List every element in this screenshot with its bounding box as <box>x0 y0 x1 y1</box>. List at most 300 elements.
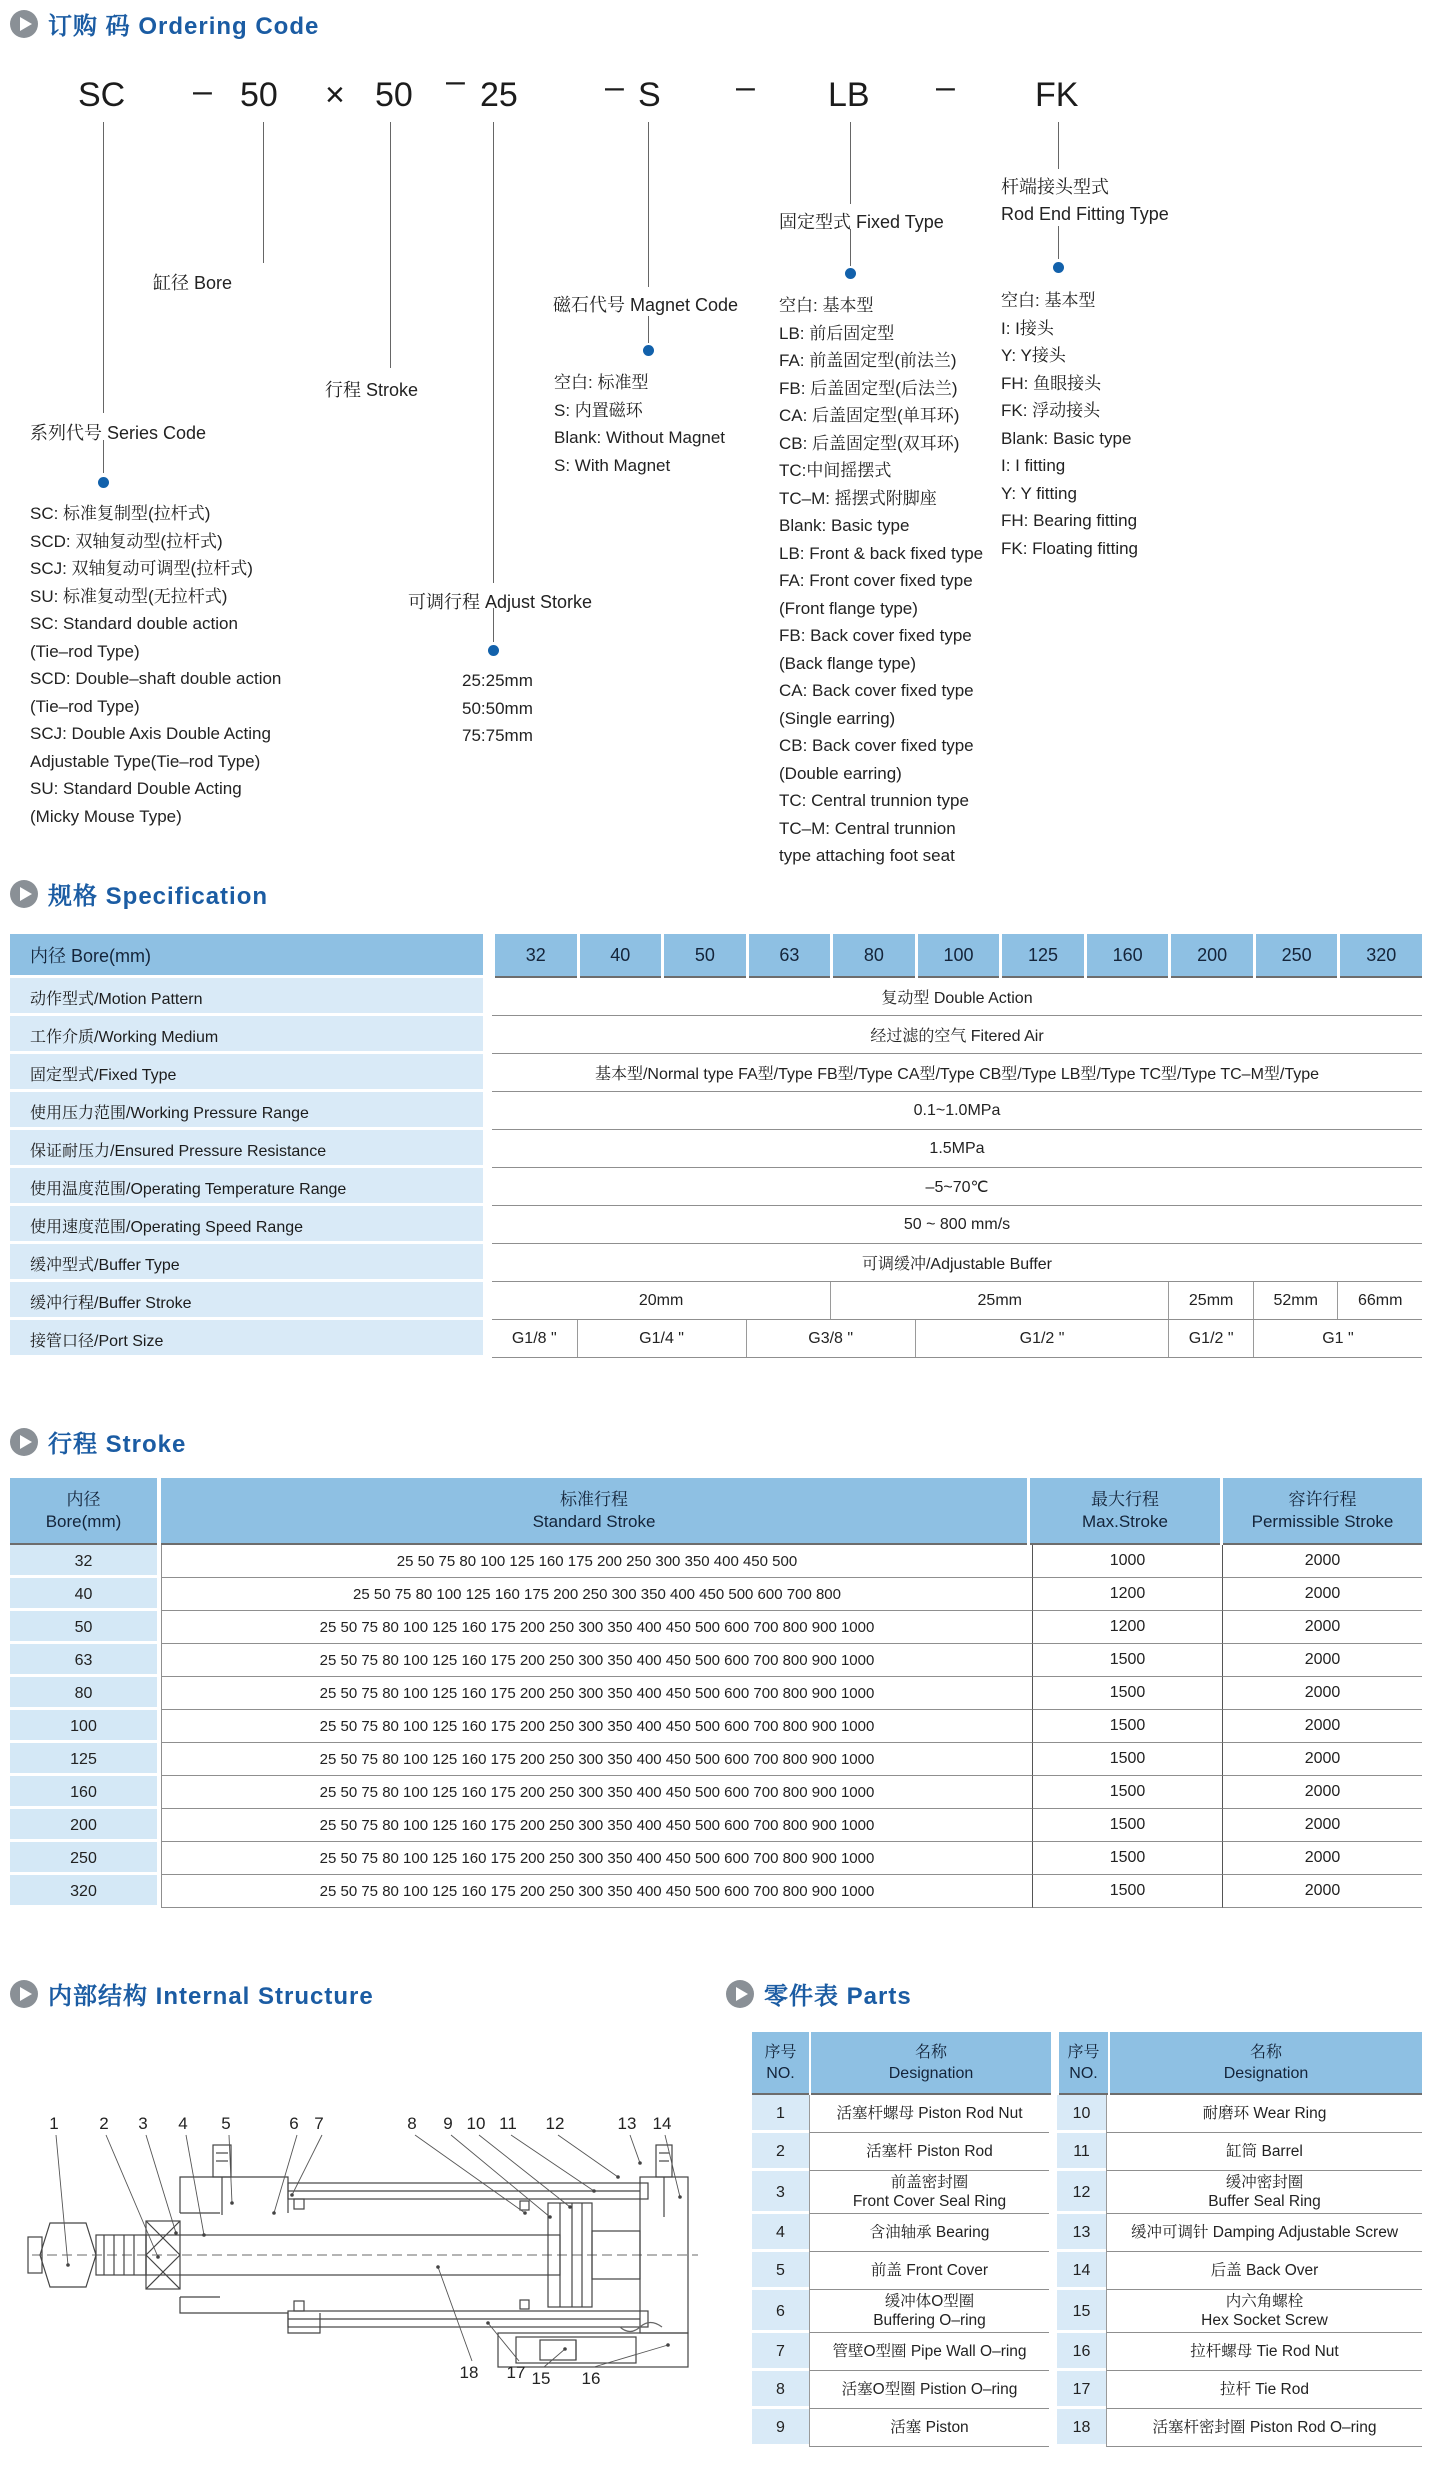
parts-row <box>752 2133 1422 2171</box>
buffer-cell: 20mm <box>638 1291 684 1309</box>
dot-rod-end <box>1053 262 1064 273</box>
section-play-icon <box>726 1980 754 2008</box>
column-gutter <box>483 1282 492 1320</box>
permissible-stroke-cell: 2000 <box>1223 1842 1422 1875</box>
stroke-rows <box>10 1545 1422 1908</box>
rod-end-item: FK: 浮动接头 <box>1001 401 1101 420</box>
standard-stroke-cell: 25 50 75 80 100 125 160 175 200 250 300 350 400 450 500 600 700 800 900 1000 <box>161 1644 1033 1677</box>
adjust-stroke-list <box>462 667 533 750</box>
spec-row-label: 使用温度范围/Operating Temperature Range <box>10 1168 483 1206</box>
header-zh: 标准行程 <box>560 1489 628 1509</box>
bore-value-cell: 80 <box>833 934 915 978</box>
spec-row-label: 使用速度范围/Operating Speed Range <box>10 1206 483 1244</box>
spec-row-label: 动作型式/Motion Pattern <box>10 978 483 1016</box>
designation-line1: 耐磨环 Wear Ring <box>1202 2105 1327 2122</box>
column-gutter <box>1049 2290 1057 2333</box>
header-zh: 名称 <box>1249 2043 1282 2061</box>
stroke-header-row <box>10 1478 1422 1545</box>
spec-row-value: 0.1~1.0MPa <box>492 1092 1422 1130</box>
port-size-row <box>10 1320 1422 1358</box>
fixed-item: LB: Front & back fixed type <box>779 543 984 563</box>
part-no-cell: 6 <box>752 2290 809 2333</box>
spec-row-value: 可调缓冲/Adjustable Buffer <box>492 1244 1422 1282</box>
part-designation-cell <box>1106 2171 1422 2214</box>
bore-value-cell: 100 <box>918 934 1000 978</box>
permissible-stroke-cell: 2000 <box>1223 1809 1422 1842</box>
parts-row <box>752 2252 1422 2290</box>
column-gutter <box>1049 2133 1057 2171</box>
part-designation-cell <box>1106 2133 1422 2171</box>
max-stroke-cell: 1500 <box>1033 1644 1223 1677</box>
stroke-bore-cell: 32 <box>10 1545 157 1578</box>
permissible-stroke-cell: 2000 <box>1223 1677 1422 1710</box>
stroke-table <box>10 1478 1422 1908</box>
buffer-cell: 25mm <box>1168 1282 1253 1319</box>
fixed-item: Blank: Basic type <box>779 516 910 535</box>
column-gutter <box>483 1092 492 1130</box>
part-designation-cell <box>1106 2252 1422 2290</box>
rod-end-label-zh: 杆端接头型式 <box>1001 177 1109 197</box>
permissible-stroke-cell: 2000 <box>1223 1776 1422 1809</box>
parts-row <box>752 2371 1422 2409</box>
stroke-bore-cell: 50 <box>10 1611 157 1644</box>
adjust-item: 75:75mm <box>462 726 533 745</box>
part-no-cell: 14 <box>1057 2252 1106 2290</box>
part-no-cell: 16 <box>1057 2333 1106 2371</box>
section-title-text: 内部结构 Internal Structure <box>48 1983 374 2010</box>
spec-row <box>10 1130 1422 1168</box>
stroke-row <box>10 1644 1422 1677</box>
part-designation-cell <box>809 2409 1049 2447</box>
column-gutter <box>1049 2252 1057 2290</box>
max-stroke-cell: 1500 <box>1033 1842 1223 1875</box>
leader-rod-end-2 <box>1058 226 1059 259</box>
designation-line2: Buffering O–ring <box>873 2312 986 2329</box>
callout-5: 5 <box>221 2114 231 2133</box>
column-gutter <box>483 1016 492 1054</box>
part-no-cell: 2 <box>752 2133 809 2171</box>
stroke-header-permissible <box>1223 1478 1422 1545</box>
header-zh: 容许行程 <box>1288 1489 1357 1509</box>
series-item: SC: 标准复制型(拉杆式) <box>30 504 211 523</box>
designation-line1: 活塞杆密封圈 Piston Rod O–ring <box>1152 2419 1377 2436</box>
callout-9: 9 <box>443 2114 453 2133</box>
series-item: SU: Standard Double Acting <box>30 779 242 798</box>
header-en: Standard Stroke <box>532 1511 656 1531</box>
max-stroke-cell: 1500 <box>1033 1875 1223 1908</box>
part-no-cell: 10 <box>1057 2095 1106 2133</box>
stroke-row <box>10 1842 1422 1875</box>
parts-header-designation <box>1110 2032 1422 2095</box>
spec-row-label: 保证耐压力/Ensured Pressure Resistance <box>10 1130 483 1168</box>
designation-line1: 缸筒 Barrel <box>1226 2143 1303 2160</box>
column-gutter <box>1049 2095 1057 2133</box>
spec-bore-values <box>492 934 1422 978</box>
buffer-cell: 66mm <box>1337 1282 1422 1319</box>
max-stroke-cell: 1200 <box>1033 1611 1223 1644</box>
section-play-icon <box>10 1428 38 1456</box>
leader-rod-end <box>1058 122 1059 169</box>
spec-row-label: 缓冲型式/Buffer Type <box>10 1244 483 1282</box>
spec-row-label: 接管口径/Port Size <box>10 1320 483 1358</box>
series-code-label: 系列代号 Series Code <box>30 423 207 443</box>
parts-row <box>752 2333 1422 2371</box>
code-rod-end: FK <box>1035 76 1079 114</box>
column-gutter <box>1049 2409 1057 2447</box>
designation-line1: 活塞杆螺母 Piston Rod Nut <box>836 2105 1023 2122</box>
port-cell: G1/2 " <box>915 1320 1169 1357</box>
max-stroke-cell: 1500 <box>1033 1776 1223 1809</box>
header-zh: 序号 <box>764 2043 797 2061</box>
permissible-stroke-cell: 2000 <box>1223 1710 1422 1743</box>
part-designation-cell <box>1106 2333 1422 2371</box>
stroke-row <box>10 1677 1422 1710</box>
part-no-cell: 15 <box>1057 2290 1106 2333</box>
column-gutter <box>483 934 492 978</box>
part-no-cell: 9 <box>752 2409 809 2447</box>
stroke-header-max <box>1030 1478 1220 1545</box>
bore-value-cell: 250 <box>1256 934 1338 978</box>
bore-value-cell: 63 <box>749 934 831 978</box>
standard-stroke-cell: 25 50 75 80 100 125 160 175 200 250 300 350 400 450 500 600 700 800 900 1000 <box>161 1611 1033 1644</box>
callout-11: 11 <box>499 2114 517 2133</box>
standard-stroke-cell: 25 50 75 80 100 125 160 175 200 250 300 350 400 450 500 <box>161 1545 1033 1578</box>
stroke-bore-cell: 63 <box>10 1644 157 1677</box>
fixed-item: FA: Front cover fixed type <box>779 571 973 590</box>
column-gutter <box>483 978 492 1016</box>
rod-end-label-en: Rod End Fitting Type <box>1001 204 1169 224</box>
max-stroke-cell: 1000 <box>1033 1545 1223 1578</box>
stroke-header-standard <box>161 1478 1027 1545</box>
header-en: NO. <box>1069 2064 1098 2082</box>
spec-row <box>10 978 1422 1016</box>
spec-header-row <box>10 934 1422 978</box>
column-gutter <box>483 1320 492 1358</box>
specification-table <box>10 934 1422 1358</box>
parts-row <box>752 2290 1422 2333</box>
rod-end-item: 空白: 基本型 <box>1001 291 1096 310</box>
designation-line1: 活塞O型圈 Pistion O–ring <box>841 2381 1018 2398</box>
designation-line1: 前盖 Front Cover <box>870 2262 989 2279</box>
buffer-cell: 25mm <box>830 1282 1168 1319</box>
spec-simple-rows <box>10 978 1422 1282</box>
buffer-stroke-row <box>10 1282 1422 1320</box>
series-item: Adjustable Type(Tie–rod Type) <box>30 751 261 771</box>
leader-stroke <box>390 122 391 368</box>
code-adjust: 25 <box>480 76 518 114</box>
part-no-cell: 3 <box>752 2171 809 2214</box>
section-title-text: 订购 码 Ordering Code <box>48 13 320 40</box>
stroke-row <box>10 1875 1422 1908</box>
callout-15: 15 <box>531 2369 551 2388</box>
header-en: Bore(mm) <box>45 1511 122 1531</box>
part-designation-cell <box>809 2290 1049 2333</box>
column-gutter <box>1049 2333 1057 2371</box>
section-play-icon <box>10 1980 38 2008</box>
header-en: Designation <box>1223 2064 1309 2082</box>
port-cell: G1/2 " <box>1168 1320 1253 1357</box>
stroke-section-title <box>10 1424 186 1459</box>
spec-row-value: 50 ~ 800 mm/s <box>492 1206 1422 1244</box>
designation-line1: 缓冲体O型圈 <box>884 2293 975 2310</box>
designation-line1: 含油轴承 Bearing <box>869 2224 990 2241</box>
designation-line1: 内六角螺栓 <box>1225 2293 1304 2310</box>
fixed-item: (Double earring) <box>779 763 902 783</box>
standard-stroke-cell: 25 50 75 80 100 125 160 175 200 250 300 350 400 450 500 600 700 800 900 1000 <box>161 1710 1033 1743</box>
code-bore: 50 <box>240 76 278 114</box>
callout-18: 18 <box>459 2363 479 2382</box>
rod-end-item: FK: Floating fitting <box>1001 538 1139 558</box>
parts-table <box>752 2032 1422 2447</box>
fixed-type-list <box>779 292 983 870</box>
header-zh: 序号 <box>1067 2043 1100 2061</box>
adjust-item: 50:50mm <box>462 698 533 718</box>
spec-section-title <box>10 876 268 911</box>
fixed-item: CB: 后盖固定型(双耳环) <box>779 433 960 453</box>
header-zh: 内径 <box>66 1489 101 1509</box>
port-cell: G1 " <box>1253 1320 1422 1357</box>
standard-stroke-cell: 25 50 75 80 100 125 160 175 200 250 300 350 400 450 500 600 700 800 900 1000 <box>161 1842 1033 1875</box>
standard-stroke-cell: 25 50 75 80 100 125 160 175 200 250 300 350 400 450 500 600 700 800 <box>161 1578 1033 1611</box>
adjust-item: 25:25mm <box>462 671 533 690</box>
callout-7: 7 <box>314 2114 324 2133</box>
spec-row-value: –5~70℃ <box>492 1168 1422 1206</box>
max-stroke-cell: 1500 <box>1033 1710 1223 1743</box>
spec-row <box>10 1054 1422 1092</box>
port-cell: G1/4 " <box>577 1320 746 1357</box>
part-no-cell: 4 <box>752 2214 809 2252</box>
column-gutter <box>1049 2214 1057 2252</box>
code-dash-2: – <box>446 62 465 100</box>
column-gutter <box>1049 2371 1057 2409</box>
stroke-row <box>10 1611 1422 1644</box>
part-designation-cell <box>1106 2214 1422 2252</box>
bore-value-cell: 160 <box>1087 934 1169 978</box>
part-designation-cell <box>1106 2290 1422 2333</box>
spec-row <box>10 1092 1422 1130</box>
parts-section-title <box>726 1976 912 2011</box>
callout-1: 1 <box>49 2114 59 2133</box>
permissible-stroke-cell: 2000 <box>1223 1545 1422 1578</box>
parts-header-no <box>1059 2032 1108 2095</box>
part-designation-cell <box>1106 2409 1422 2447</box>
permissible-stroke-cell: 2000 <box>1223 1578 1422 1611</box>
bore-value-cell: 32 <box>495 934 577 978</box>
callout-8: 8 <box>407 2114 417 2133</box>
dot-adjust <box>488 645 499 656</box>
designation-line1: 拉杆螺母 Tie Rod Nut <box>1190 2343 1339 2360</box>
code-dash-4: – <box>736 68 755 106</box>
rod-end-list <box>1001 287 1138 562</box>
ordering-section-title <box>10 6 319 41</box>
dot-fixed <box>845 268 856 279</box>
part-no-cell: 1 <box>752 2095 809 2133</box>
designation-line1: 管壁O型圈 Pipe Wall O–ring <box>832 2343 1027 2360</box>
code-fixed: LB <box>828 76 870 114</box>
parts-row <box>752 2171 1422 2214</box>
spec-row-value: 经过滤的空气 Fitered Air <box>492 1016 1422 1054</box>
magnet-item: 空白: 标准型 <box>554 373 649 392</box>
port-size-cells <box>492 1320 1422 1358</box>
designation-line1: 缓冲可调针 Damping Adjustable Screw <box>1130 2224 1399 2241</box>
part-designation-cell <box>809 2171 1049 2214</box>
stroke-header-bore <box>10 1478 157 1545</box>
code-dash-3: – <box>605 68 624 106</box>
designation-line2: Buffer Seal Ring <box>1208 2193 1321 2210</box>
bore-value-cell: 320 <box>1340 934 1422 978</box>
code-magnet: S <box>638 76 661 114</box>
internal-section-title <box>10 1976 374 2011</box>
max-stroke-cell: 1200 <box>1033 1578 1223 1611</box>
spec-row-label: 工作介质/Working Medium <box>10 1016 483 1054</box>
designation-line2: Hex Socket Screw <box>1201 2312 1328 2329</box>
column-gutter <box>483 1130 492 1168</box>
bore-value-cell: 125 <box>1002 934 1084 978</box>
callout-2: 2 <box>99 2114 109 2133</box>
part-designation-cell <box>809 2214 1049 2252</box>
part-designation-cell <box>809 2371 1049 2409</box>
magnet-item: S: 内置磁环 <box>554 400 643 420</box>
spec-row <box>10 1244 1422 1282</box>
standard-stroke-cell: 25 50 75 80 100 125 160 175 200 250 300 350 400 450 500 600 700 800 900 1000 <box>161 1743 1033 1776</box>
section-title-text: 行程 Stroke <box>48 1431 187 1458</box>
permissible-stroke-cell: 2000 <box>1223 1875 1422 1908</box>
spec-row-value: 1.5MPa <box>492 1130 1422 1168</box>
series-item: SCJ: Double Axis Double Acting <box>30 724 271 743</box>
rod-end-item: Blank: Basic type <box>1001 428 1132 448</box>
buffer-cell: 52mm <box>1253 1282 1338 1319</box>
designation-line1: 拉杆 Tie Rod <box>1219 2381 1309 2398</box>
spec-row-value: 复动型 Double Action <box>492 978 1422 1016</box>
code-series: SC <box>78 76 126 114</box>
port-cell: G3/8 " <box>746 1320 915 1357</box>
series-item: (Tie–rod Type) <box>30 696 140 716</box>
leader-magnet-2 <box>648 316 649 343</box>
code-stroke: 50 <box>375 76 413 114</box>
adjust-stroke-label: 可调行程 Adjust Storke <box>408 592 593 612</box>
fixed-item: TC:中间摇摆式 <box>779 461 892 480</box>
callout-10: 10 <box>466 2114 486 2133</box>
designation-line1: 后盖 Back Over <box>1210 2262 1319 2279</box>
section-play-icon <box>10 10 38 38</box>
series-item: SCD: 双轴复动型(拉杆式) <box>30 531 223 551</box>
stroke-row <box>10 1545 1422 1578</box>
section-play-icon <box>10 880 38 908</box>
permissible-stroke-cell: 2000 <box>1223 1743 1422 1776</box>
callout-3: 3 <box>138 2114 148 2133</box>
code-dash-1: – <box>193 72 212 110</box>
column-gutter <box>483 1206 492 1244</box>
fixed-item: type attaching foot seat <box>779 846 955 865</box>
callout-16: 16 <box>581 2369 601 2388</box>
magnet-code-label: 磁石代号 Magnet Code <box>553 295 739 315</box>
standard-stroke-cell: 25 50 75 80 100 125 160 175 200 250 300 350 400 450 500 600 700 800 900 1000 <box>161 1677 1033 1710</box>
fixed-item: FB: Back cover fixed type <box>779 626 972 645</box>
fixed-item: LB: 前后固定型 <box>779 323 895 343</box>
code-dash-5: – <box>936 68 955 106</box>
series-code-list <box>30 500 281 830</box>
column-gutter <box>1051 2032 1059 2095</box>
designation-line1: 前盖密封圈 <box>890 2174 969 2191</box>
fixed-type-label: 固定型式 Fixed Type <box>779 212 944 232</box>
series-item: SU: 标准复动型(无拉杆式) <box>30 586 228 606</box>
part-no-cell: 17 <box>1057 2371 1106 2409</box>
spec-row-label: 固定型式/Fixed Type <box>10 1054 483 1092</box>
parts-row <box>752 2409 1422 2447</box>
fixed-item: TC–M: Central trunnion <box>779 818 956 838</box>
fixed-item: (Front flange type) <box>779 598 918 618</box>
rod-end-item: I: I接头 <box>1001 318 1054 338</box>
header-zh: 名称 <box>914 2043 947 2061</box>
internal-structure-drawing <box>20 2085 710 2415</box>
part-designation-cell <box>809 2252 1049 2290</box>
series-item: SCD: Double–shaft double action <box>30 669 282 688</box>
stroke-row <box>10 1710 1422 1743</box>
fixed-item: TC–M: 摇摆式附脚座 <box>779 488 937 508</box>
header-en: Permissible Stroke <box>1251 1511 1394 1531</box>
spec-row <box>10 1168 1422 1206</box>
designation-line1: 活塞杆 Piston Rod <box>866 2143 993 2160</box>
part-no-cell: 11 <box>1057 2133 1106 2171</box>
stroke-bore-cell: 80 <box>10 1677 157 1710</box>
rod-end-item: Y: Y fitting <box>1001 483 1077 503</box>
bore-value-cell: 50 <box>664 934 746 978</box>
stroke-row <box>10 1776 1422 1809</box>
callout-17: 17 <box>506 2363 526 2382</box>
max-stroke-cell: 1500 <box>1033 1677 1223 1710</box>
spec-row-label: 缓冲行程/Buffer Stroke <box>10 1282 483 1320</box>
part-no-cell: 12 <box>1057 2171 1106 2214</box>
part-no-cell: 5 <box>752 2252 809 2290</box>
permissible-stroke-cell: 2000 <box>1223 1611 1422 1644</box>
header-zh: 最大行程 <box>1091 1489 1159 1509</box>
rod-end-item: FH: 鱼眼接头 <box>1001 373 1102 393</box>
header-en: Designation <box>888 2064 974 2082</box>
series-item: SC: Standard double action <box>30 614 238 633</box>
standard-stroke-cell: 25 50 75 80 100 125 160 175 200 250 300 350 400 450 500 600 700 800 900 1000 <box>161 1776 1033 1809</box>
fixed-item: FB: 后盖固定型(后法兰) <box>779 378 958 398</box>
leader-fixed <box>850 122 851 204</box>
fixed-item: CB: Back cover fixed type <box>779 736 974 755</box>
parts-row <box>752 2095 1422 2133</box>
series-item: (Micky Mouse Type) <box>30 806 182 826</box>
series-item: (Tie–rod Type) <box>30 641 140 661</box>
part-no-cell: 18 <box>1057 2409 1106 2447</box>
fixed-item: FA: 前盖固定型(前法兰) <box>779 351 957 370</box>
leader-series <box>103 122 104 413</box>
column-gutter <box>483 1054 492 1092</box>
parts-row <box>752 2214 1422 2252</box>
spec-bore-header: 内径 Bore(mm) <box>10 934 483 978</box>
stroke-bore-cell: 40 <box>10 1578 157 1611</box>
stroke-bore-cell: 160 <box>10 1776 157 1809</box>
fixed-item: 空白: 基本型 <box>779 296 874 315</box>
fixed-item: CA: Back cover fixed type <box>779 681 974 700</box>
parts-header-designation <box>811 2032 1051 2095</box>
stroke-bore-cell: 320 <box>10 1875 157 1908</box>
magnet-item: S: With Magnet <box>554 455 671 475</box>
bore-value-cell: 40 <box>580 934 662 978</box>
parts-header-no <box>752 2032 809 2095</box>
callout-13: 13 <box>617 2114 637 2133</box>
parts-rows <box>752 2095 1422 2447</box>
port-cell: G1/8 " <box>511 1329 557 1347</box>
bore-label: 缸径 Bore <box>153 273 233 293</box>
section-title-text: 零件表 Parts <box>764 1983 912 2010</box>
leader-bore <box>263 122 264 263</box>
part-no-cell: 13 <box>1057 2214 1106 2252</box>
code-times: × <box>325 76 345 114</box>
